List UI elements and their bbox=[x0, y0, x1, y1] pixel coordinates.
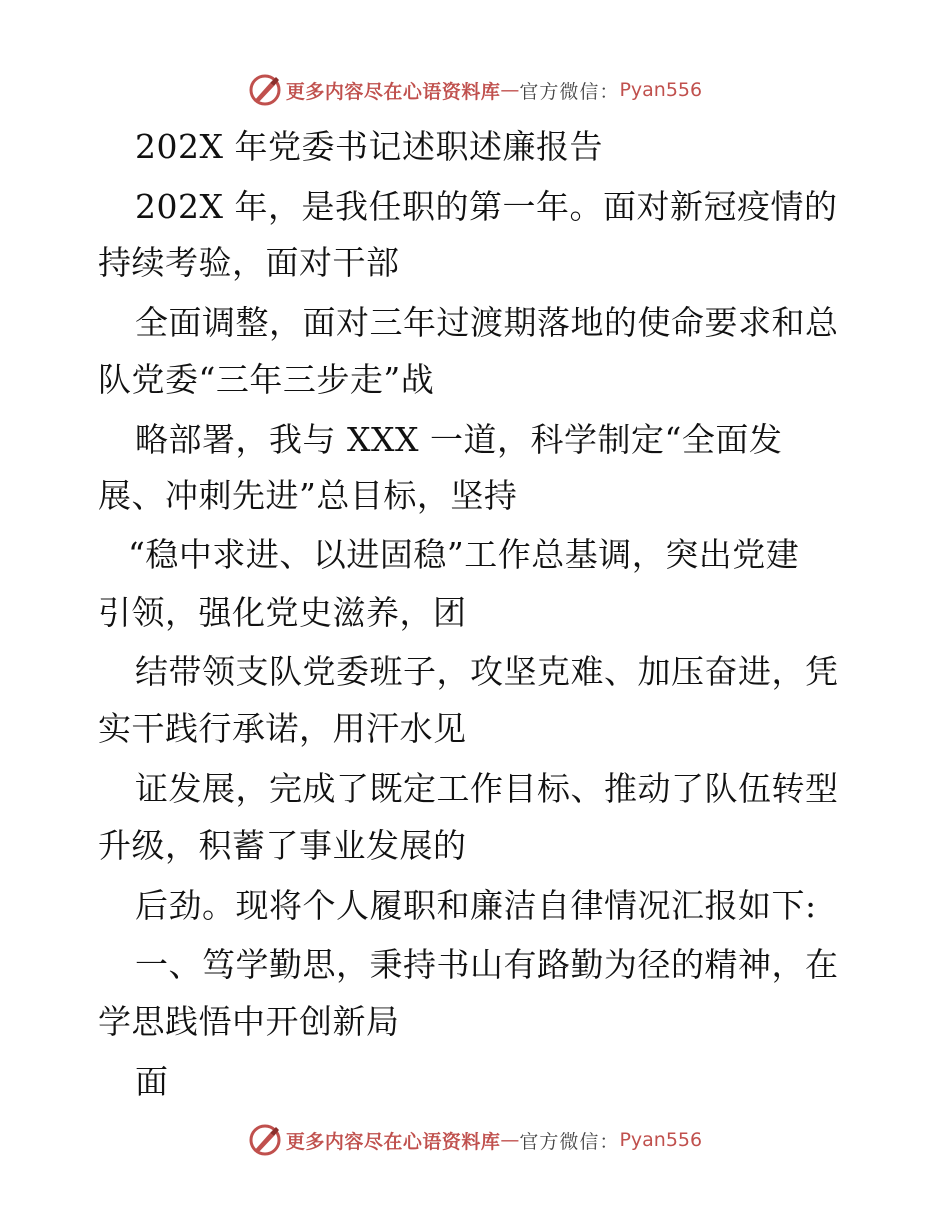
paragraph-line: 升级，积蓄了事业发展的 bbox=[98, 826, 467, 865]
section-heading-continued: 学思践悟中开创新局 bbox=[98, 1002, 400, 1041]
watermark-main-text: 更多内容尽在心语资料库 bbox=[285, 80, 501, 103]
document-title: 202X 年党委书记述职述廉报告 bbox=[135, 127, 603, 166]
paragraph-line: 202X 年，是我任职的第一年。面对新冠疫情的 bbox=[135, 187, 838, 226]
watermark-label: 官方微信： bbox=[519, 1130, 620, 1153]
paragraph-line: 后劲。现将个人履职和廉洁自律情况汇报如下: bbox=[135, 886, 817, 925]
watermark-main-text: 更多内容尽在心语资料库 bbox=[285, 1130, 501, 1153]
paragraph-line: “稳中求进、以进固稳”工作总基调，突出党建 bbox=[128, 535, 800, 574]
paragraph-line: 结带领支队党委班子，攻坚克难、加压奋进，凭 bbox=[135, 652, 839, 691]
watermark-banner-bottom bbox=[0, 1120, 950, 1160]
paragraph-line: 全面调整，面对三年过渡期落地的使命要求和总 bbox=[135, 303, 839, 342]
paragraph-line: 展、冲刺先进”总目标，坚持 bbox=[98, 476, 518, 515]
paragraph-line: 实干践行承诺，用汗水见 bbox=[98, 709, 467, 748]
paragraph-line: 引领，强化党史滋养，团 bbox=[98, 593, 467, 632]
watermark-id: Pyan556 bbox=[619, 1129, 703, 1151]
paragraph-line: 略部署，我与 XXX 一道，科学制定“全面发 bbox=[135, 420, 783, 459]
paragraph-line: 队党委“三年三步走”战 bbox=[98, 360, 435, 399]
watermark-dash: — bbox=[500, 1129, 520, 1151]
section-heading: 一、笃学勤思，秉持书山有路勤为径的精神，在 bbox=[135, 945, 839, 984]
paragraph-line: 持续考验，面对干部 bbox=[98, 243, 400, 282]
watermark-dash: — bbox=[500, 79, 520, 101]
watermark-label: 官方微信： bbox=[519, 80, 620, 103]
paragraph-line: 面 bbox=[135, 1062, 169, 1101]
paragraph-line: 证发展，完成了既定工作目标、推动了队伍转型 bbox=[135, 769, 839, 808]
pen-logo-icon bbox=[248, 1123, 282, 1157]
watermark-id: Pyan556 bbox=[619, 79, 703, 101]
